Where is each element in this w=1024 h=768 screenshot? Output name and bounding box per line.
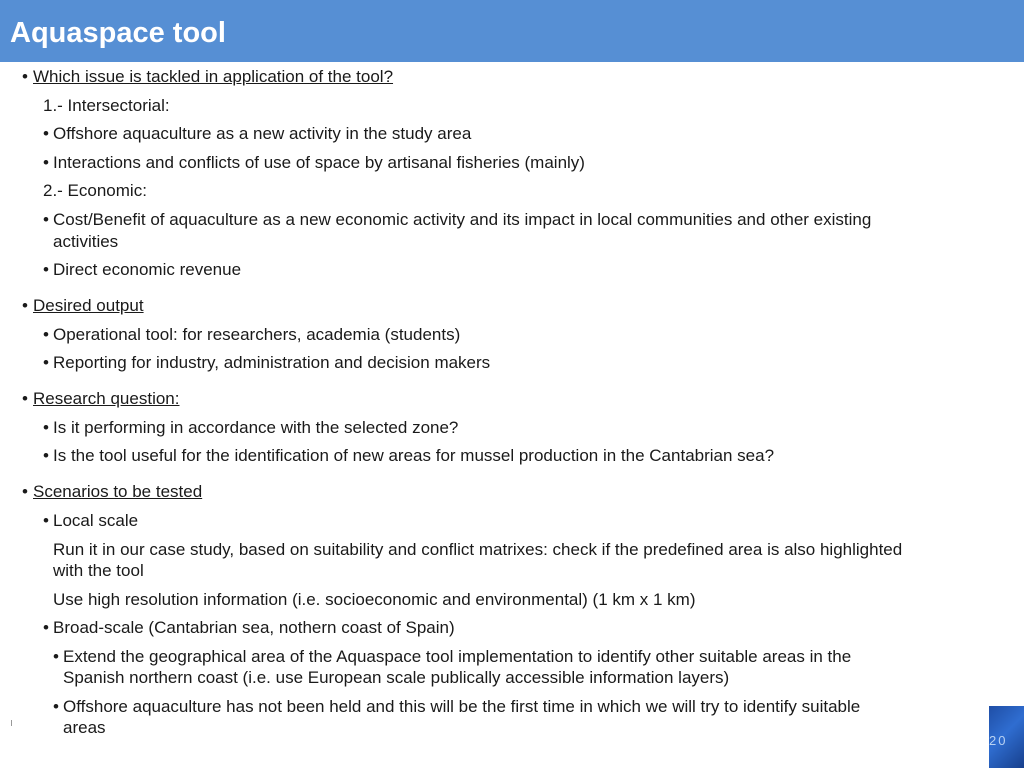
research-item-a: Is it performing in accordance with the selected zone? <box>53 418 459 437</box>
scenarios-heading: Scenarios to be tested <box>33 482 203 501</box>
issue-item-1b: Interactions and conflicts of use of space by artisanal fisheries (mainly) <box>53 153 585 172</box>
bullet-icon: • <box>22 482 28 501</box>
page-number: 20 <box>989 733 1008 748</box>
scenarios-broad: Broad-scale (Cantabrian sea, nothern coast of Spain) <box>53 618 455 637</box>
scenarios-local-p1-line1: Run it in our case study, based on suitability and conflict matrixes: check if the predefined area is also highlighted <box>53 540 903 559</box>
scenarios-broad-a-line2: Spanish northern coast (i.e. use European scale publically accessible information layers) <box>63 668 730 687</box>
issue-item-2: 2.- Economic: <box>43 181 147 200</box>
bullet-icon: • <box>43 260 49 279</box>
bullet-icon: • <box>43 210 49 229</box>
bullet-icon: • <box>43 418 49 437</box>
bullet-icon: • <box>43 124 49 143</box>
scenarios-local-p2: Use high resolution information (i.e. socioeconomic and environmental) (1 km x 1 km) <box>53 590 696 609</box>
slide-title: Aquaspace tool <box>10 17 226 49</box>
bullet-icon: • <box>43 618 49 637</box>
bullet-icon: • <box>43 353 49 372</box>
scenarios-broad-b-line1: Offshore aquaculture has not been held and this will be the first time in which we will try to identify suitable <box>63 697 861 716</box>
divider <box>11 720 12 726</box>
bullet-icon: • <box>22 296 28 315</box>
scenarios-local-p1-line2: with the tool <box>53 561 144 580</box>
bullet-icon: • <box>22 67 28 86</box>
issue-item-1a: Offshore aquaculture as a new activity in the study area <box>53 124 472 143</box>
issue-heading: Which issue is tackled in application of the tool? <box>33 67 394 86</box>
scenarios-local: Local scale <box>53 511 139 530</box>
issue-item-2a-line2: activities <box>53 232 119 251</box>
research-item-b: Is the tool useful for the identification of new areas for mussel production in the Cantabrian sea? <box>53 446 775 465</box>
issue-item-2a-line1: Cost/Benefit of aquaculture as a new economic activity and its impact in local communities and other existing <box>53 210 872 229</box>
bullet-icon: • <box>53 697 59 716</box>
scenarios-broad-a-line1: Extend the geographical area of the Aquaspace tool implementation to identify other suitable areas in the <box>63 647 852 666</box>
header-bar <box>0 0 1024 62</box>
bullet-icon: • <box>43 325 49 344</box>
research-heading: Research question: <box>33 389 180 408</box>
bullet-icon: • <box>53 647 59 666</box>
bullet-icon: • <box>43 511 49 530</box>
issue-item-1: 1.- Intersectorial: <box>43 96 170 115</box>
scenarios-broad-b-line2: areas <box>63 718 106 737</box>
output-item-a: Operational tool: for researchers, academia (students) <box>53 325 461 344</box>
bullet-icon: • <box>43 446 49 465</box>
output-item-b: Reporting for industry, administration and decision makers <box>53 353 491 372</box>
bullet-icon: • <box>22 389 28 408</box>
issue-item-2b: Direct economic revenue <box>53 260 242 279</box>
output-heading: Desired output <box>33 296 144 315</box>
bullet-icon: • <box>43 153 49 172</box>
